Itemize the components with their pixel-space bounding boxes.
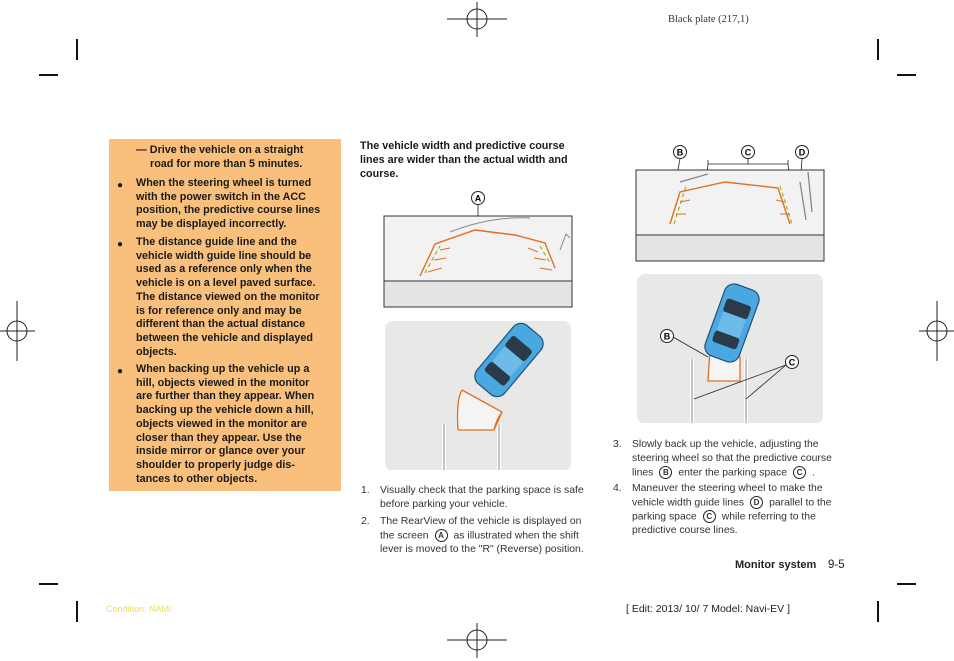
ref-d-icon: D xyxy=(750,496,763,509)
plate-label: Black plate (217,1) xyxy=(668,14,749,25)
step-1: 1. Visually check that the parking space is safe before parking your vehicle. xyxy=(361,485,584,510)
warning-dash-line: road for more than 5 minutes. xyxy=(150,158,303,170)
callout-d-label: D xyxy=(798,147,806,158)
warning-bullet: When the steering wheel is turned with the power switch in the ACC position, the predictive course lines may be displayed incorrectly. xyxy=(136,177,321,231)
bullet-icon: ● xyxy=(117,366,124,377)
edit-info: [ Edit: 2013/ 10/ 7 Model: Navi-EV ] xyxy=(626,603,791,615)
callout-b-label: B xyxy=(676,147,684,158)
callout-a-label: A xyxy=(474,193,482,204)
ref-c-icon: C xyxy=(793,466,806,479)
page-number: 9-5 xyxy=(828,559,845,571)
callout-c-label: C xyxy=(788,357,796,368)
condition-label: Condition: NAM/ xyxy=(106,604,172,614)
monitor-figure-bcd xyxy=(630,142,830,266)
ref-a-icon: A xyxy=(435,529,448,542)
note-text: The vehicle width and predictive course lines are wider than the actual width and course. xyxy=(360,140,568,180)
monitor-figure-a xyxy=(380,188,576,310)
warning-bullet: The distance guide line and the vehicle width guide line should be used as a reference only when the vehicle is on a level paved surface. The distance viewed on the monitor is for reference only and may be different than the actual distance between the vehicle and displayed objects. xyxy=(136,236,320,358)
callout-c-label: C xyxy=(744,147,752,158)
ref-c-icon: C xyxy=(703,510,716,523)
step-4: 4. Maneuver the steering wheel to make the vehicle width guide lines D parallel to the parking space C while referring to the predictive course lines. xyxy=(613,483,832,536)
callout-b-label: B xyxy=(663,331,671,342)
step-2: 2. The RearView of the vehicle is displayed on the screen A as illustrated when the shift lever is moved to the "R" (Reverse) position. xyxy=(361,516,584,555)
section-title: Monitor system xyxy=(735,559,817,571)
parking-diagram-right xyxy=(636,273,824,423)
bullet-icon: ● xyxy=(117,239,124,250)
warning-dash-line: — Drive the vehicle on a straight xyxy=(136,144,304,156)
ref-b-icon: B xyxy=(659,466,672,479)
bullet-icon: ● xyxy=(117,180,124,191)
warning-box xyxy=(109,139,341,491)
parking-diagram-left xyxy=(384,320,572,470)
step-3: 3. Slowly back up the vehicle, adjusting the steering wheel so that the predictive course lines B enter the parking space C . xyxy=(613,439,832,478)
warning-bullet: When backing up the vehicle up a hill, objects viewed in the monitor are further than they appear. When backing up the vehicle down a hill, objects viewed in the monitor are closer than they appear. Use the inside mirror or glance over your shoulder to properly judge dis- tances to other objects. xyxy=(136,363,315,485)
